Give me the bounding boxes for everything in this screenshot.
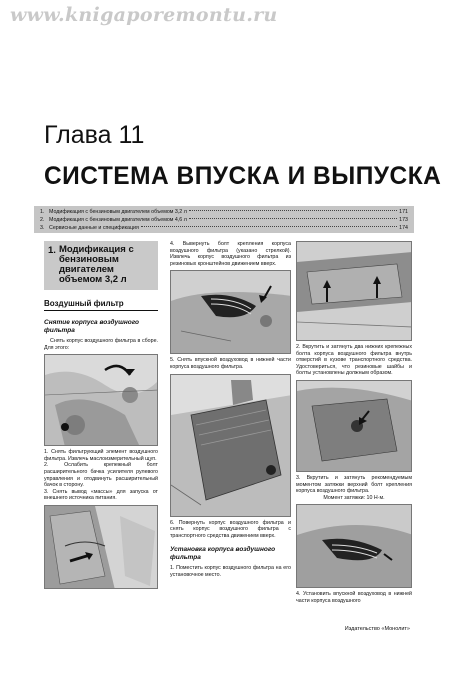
toc-page: 173: [399, 217, 408, 223]
column-1: [44, 241, 158, 589]
step-4-text: 4. Вывернуть болт крепления корпуса воздушного фильтра (указано стрелкой). Извлечь корпус воздушного фильтра из резиновых кронштейнов движением вверх.: [170, 241, 291, 267]
intake-duct-figure: [296, 504, 412, 588]
step-1-text: 1. Снять фильтрующий элемент воздушного фильтра. Извлечь маслоизмерительный щуп.: [44, 449, 158, 462]
toc-row[interactable]: [40, 216, 408, 224]
toc-row[interactable]: [40, 208, 408, 216]
toc-text: Модификация с бензиновым двигателем объемом 4,6 л: [49, 217, 187, 223]
column-2: [170, 241, 291, 579]
toc-page: 171: [399, 209, 408, 215]
intro-text: Снять корпус воздушного фильтра в сборе. Для этого:: [44, 338, 158, 351]
procedure-heading: Снятие корпуса воздушного фильтра: [44, 319, 140, 334]
table-of-contents: [34, 206, 414, 233]
publisher-footer: Издательство «Монолит»: [344, 626, 410, 632]
section-heading-box: [44, 241, 158, 290]
engine-bay-figure: [44, 354, 158, 446]
toc-page: 174: [399, 225, 408, 231]
chapter-label: Глава 11: [44, 121, 145, 149]
step-6-text: 6. Повернуть корпус воздушного фильтра и снять корпус воздушного фильтра с транспортного средства движением вверх.: [170, 519, 291, 539]
torque-spec: Момент затяжки: 10 Н·м.: [323, 494, 385, 501]
subsection-heading: Воздушный фильтр: [44, 299, 158, 311]
install-step-4-text: 4. Установить впускной воздуховод в нижней части корпуса воздушного: [296, 591, 412, 604]
toc-number: 3.: [40, 225, 45, 231]
step-3-text: 3. Снять вывод «массы» для запуска от внешнего источника питания.: [44, 488, 158, 502]
install-step-1-text: 1. Поместить корпус воздушного фильтра на его установочное место.: [170, 565, 291, 578]
upper-bolt-figure: [296, 380, 412, 472]
lower-bolts-figure: [296, 241, 412, 341]
toc-text: Сервисные данные и спецификация: [49, 225, 139, 231]
toc-number: 1.: [40, 209, 45, 215]
section-number: 1.: [48, 245, 56, 256]
toc-text: Модификация с бензиновым двигателем объемом 3,2 л: [49, 209, 187, 215]
toc-number: 2.: [40, 217, 45, 223]
install-step-2-text: 2. Вкрутить и затянуть два нижних крепежных болта корпуса воздушного фильтра внутрь отверстий в кузове транспортного средства. Удостовериться, что резиновые шайбы и болты установлены должным образом.: [296, 344, 412, 377]
step-2-text: 2. Ослабить крепежный болт расширительного бачка усилителя рулевого управления и отодвинуть расширительный бачок в сторону.: [44, 462, 158, 489]
section-title: Модификация с бензиновым двигателем объемом 3,2 л: [58, 244, 134, 285]
air-filter-housing-figure: [170, 374, 291, 517]
toc-leader: [141, 226, 397, 227]
toc-leader: [189, 218, 397, 219]
installation-heading: Установка корпуса воздушного фильтра: [170, 546, 276, 562]
column-3: [296, 241, 412, 605]
install-step-3-text: 3. Вкрутить и затянуть рекомендуемым моментом затяжки верхний болт крепления корпуса воздушного фильтра.: [296, 474, 412, 495]
air-filter-bolt-figure: [170, 270, 291, 354]
toc-row[interactable]: [40, 224, 408, 232]
toc-leader: [189, 210, 397, 211]
chapter-title: СИСТЕМА ВПУСКА И ВЫПУСКА: [44, 162, 442, 190]
step-5-text: 5. Снять впускной воздуховод в нижней части корпуса воздушного фильтра.: [170, 357, 291, 370]
watermark: www.knigaporemontu.ru: [10, 4, 278, 26]
ground-terminal-figure: [44, 505, 158, 589]
